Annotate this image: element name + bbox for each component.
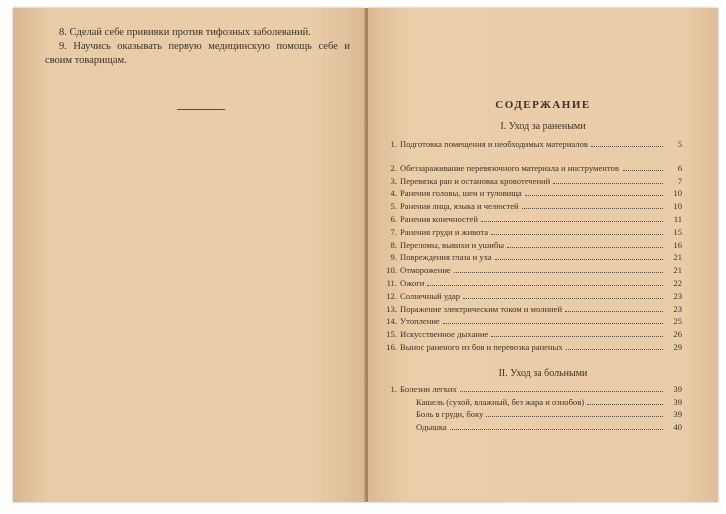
toc-entry: 16. Вынос раненого из боя и перевозка раненых 29 (386, 341, 682, 352)
paragraph-8: 8. Сделай себе прививки против тифозных заболеваний. (59, 27, 311, 38)
end-rule (177, 109, 225, 110)
toc-entry: 15. Искусственное дыхание 26 (386, 329, 682, 340)
toc-entry: 1. Подготовка помещения и необходимых материалов 5 (390, 138, 682, 149)
toc-entry: 10. Отморожение 21 (386, 265, 682, 276)
toc-entry: Боль в груди, боку 39 (416, 409, 682, 420)
toc-entry: 1. Болезни легких 39 (390, 383, 682, 394)
toc-section-2 (385, 382, 682, 433)
toc-entry: 12. Солнечный удар 23 (386, 290, 682, 301)
toc-section-1 (385, 137, 682, 353)
paragraph-9: 9. Научись оказывать первую медицинскую помощь себе и своим товарищам. (45, 41, 350, 66)
toc-entry: 4. Ранения головы, шеи и туловища 10 (390, 188, 682, 199)
toc-entry: 13. Поражение электрическим током и молнией 23 (386, 303, 682, 314)
toc-entry: 11. Ожоги 22 (386, 277, 682, 288)
section-2-title: II. Уход за больными (498, 368, 588, 379)
toc-entry: 9. Повреждения глаза и уха 21 (390, 252, 682, 263)
toc-entry: Одышка 40 (416, 422, 682, 433)
section-1-title: I. Уход за ранеными (500, 121, 586, 132)
toc-entry: 14. Утопление 25 (386, 316, 682, 327)
left-page-text (45, 26, 350, 68)
left-page (13, 8, 365, 502)
toc-entry: 3. Перевязка ран и остановка кровотечений 7 (390, 175, 682, 186)
toc-entry: 8. Переломы, вывихи и ушибы 16 (390, 239, 682, 250)
toc-entry: 5. Ранения лица, языка и челюстей 10 (390, 201, 682, 212)
toc-entry: 7. Ранения груди и живота 15 (390, 226, 682, 237)
toc-entry: 6. Ранения конечностей 11 (390, 213, 682, 224)
toc-entry: Кашель (сухой, влажный, без жара и ознобов) 39 (416, 396, 682, 407)
contents-title: СОДЕРЖАНИЕ (495, 99, 591, 111)
toc-entry: 2. Обеззараживание перевязочного материала и инструментов 6 (390, 162, 682, 173)
